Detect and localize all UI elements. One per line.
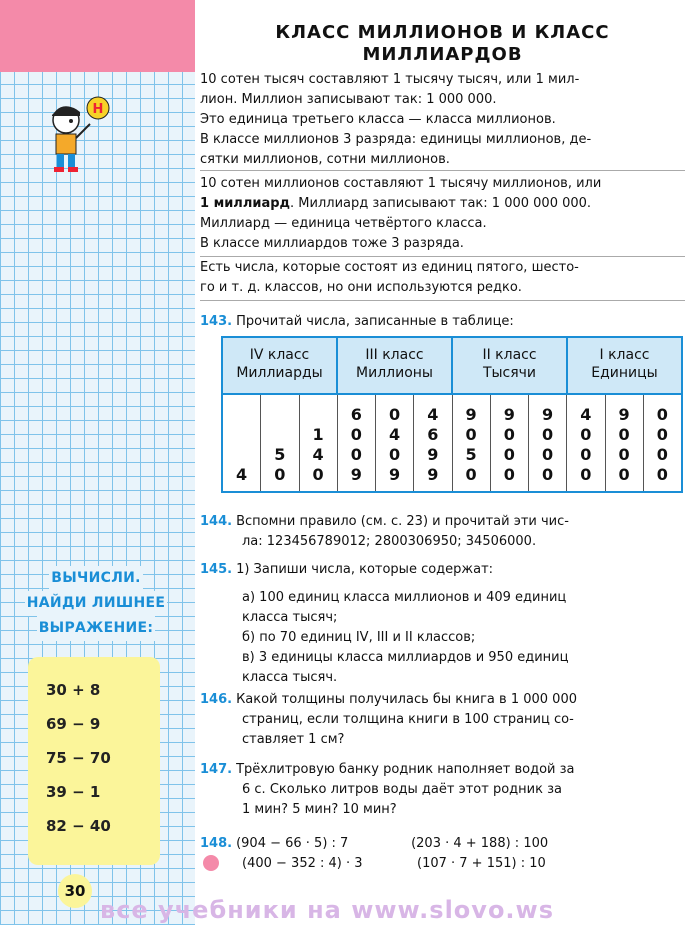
table-header: III класс Миллионы (338, 338, 453, 393)
rule-paragraph-other-classes: Есть числа, которые состоят из единиц пятого, шесто- го и т. д. классов, но они используются редко. (200, 260, 579, 295)
mascot-illustration (38, 88, 118, 178)
page-number: 30 (58, 874, 92, 908)
pink-corner-band (0, 0, 195, 72)
task-144: 144. Вспомни правило (см. с. 23) и прочитай эти чис- ла: 123456789012; 2800306950; 34506000. (200, 514, 569, 549)
table-header: IV класс Миллиарды (223, 338, 338, 393)
task-148: 148. (904 − 66 · 5) : 7 (203 · 4 + 188) : 100 (400 − 352 : 4) · 3 (107 · 7 + 151) : 10 (200, 836, 549, 871)
divider (200, 256, 685, 257)
side-expression: 39 − 1 (46, 783, 101, 801)
mascot-letter: Н (92, 102, 104, 117)
side-expressions-box (28, 657, 160, 865)
task-143: 143. Прочитай числа, записанные в таблице: (200, 314, 514, 329)
side-expression: 69 − 9 (46, 715, 101, 733)
table-header: I класс Единицы (591, 347, 658, 381)
watermark: все учебники на www.slovo.ws (100, 896, 554, 924)
pink-marker-dot (203, 855, 219, 871)
rule-paragraph-million: 10 сотен тысяч составляют 1 тысячу тысяч, или 1 мил- лион. Миллион записывают так: 1 000 000. Это единица третьего класса — класса миллионов. В классе миллионов 3 разряда: единицы миллионов, де- сятки миллионов, сотни миллионов. (200, 72, 592, 167)
task-146: 146. Какой толщины получилась бы книга в 1 000 000 страниц, если толщина книги в 100 страниц со- ставляет 1 см? (200, 692, 577, 747)
page-title: КЛАСС МИЛЛИОНОВ И КЛАСС МИЛЛИАРДОВ (275, 22, 610, 65)
table-header: II класс Тысячи (453, 338, 568, 393)
side-expression: 75 − 70 (46, 749, 111, 767)
task-145: 145. 1) Запиши числа, которые содержат: а) 100 единиц класса миллионов и 409 единиц класса тысяч; б) по 70 единиц IV, III и II классов; в) 3 единицы класса миллиардов и 950 единиц класса тысяч. (200, 562, 569, 685)
rule-paragraph-billion: 10 сотен миллионов составляют 1 тысячу миллионов, или 1 миллиард. Миллиард записывают так: 1 000 000 000. Миллиард — единица четвёртого класса. В классе миллиардов тоже 3 разряда. (200, 176, 602, 251)
number-classes-table (221, 336, 683, 493)
task-147: 147. Трёхлитровую банку родник наполняет водой за 6 с. Сколько литров воды даёт этот родник за 1 мин? 5 мин? 10 мин? (200, 762, 575, 817)
table-body: 4 5 0 1 4 0 6 0 0 9 0 4 0 9 4 6 9 9 9 0 5 0 9 0 0 0 9 0 0 0 4 0 0 0 9 0 0 0 0 0 0 0 (223, 395, 681, 491)
side-expression: 30 + 8 (46, 681, 101, 699)
side-task-heading: ВЫЧИСЛИ. НАЙДИ ЛИШНЕЕ ВЫРАЖЕНИЕ: (6, 566, 186, 641)
divider (200, 300, 685, 301)
divider (200, 170, 685, 171)
side-expression: 82 − 40 (46, 817, 111, 835)
